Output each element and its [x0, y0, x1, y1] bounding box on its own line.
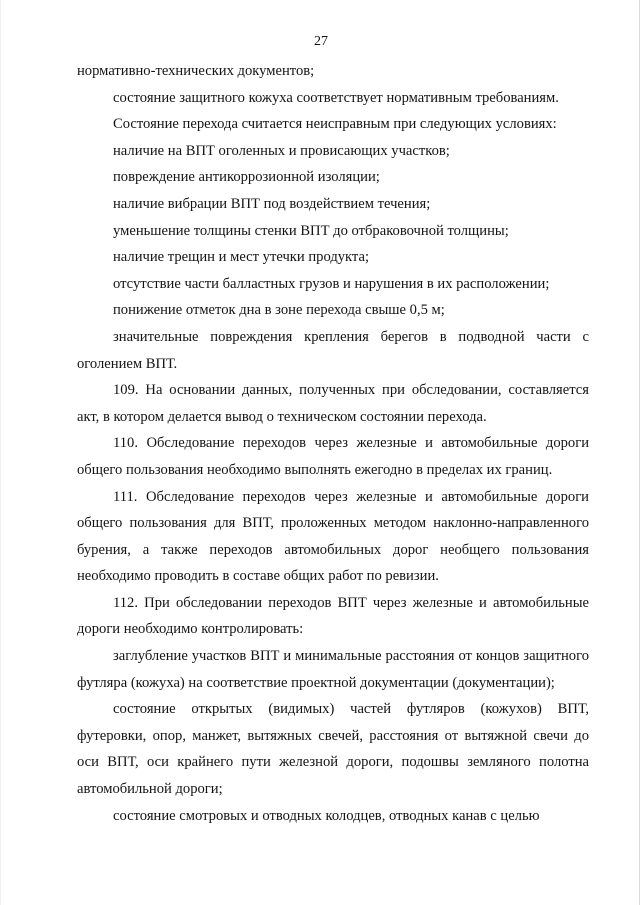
list-item: наличие на ВПТ оголенных и провисающих участков; [113, 142, 450, 159]
list-item: отсутствие части балластных грузов и нарушения в их расположении; [113, 275, 550, 292]
list-item: состояние смотровых и отводных колодцев, отводных канав с целью [113, 807, 540, 824]
list-item: понижение отметок дна в зоне перехода свыше 0,5 м; [113, 302, 445, 319]
list-item: заглубление участков ВПТ и минимальные расстояния от концов защитного футляра (кожуха) на соответствие проектной документации (документации); [77, 648, 589, 691]
list-item: уменьшение толщины стенки ВПТ до отбраковочной толщины; [113, 222, 509, 239]
body-text [77, 58, 589, 829]
list-item: наличие трещин и мест утечки продукта; [113, 249, 370, 266]
list-item: значительные повреждения крепления берегов в подводной части с оголением ВПТ. [77, 328, 589, 372]
paragraph-110: 110. Обследование переходов через железные и автомобильные дороги общего пользования необходимо выполнять ежегодно в пределах их границ. [77, 435, 589, 478]
paragraph-109: 109. На основании данных, полученных при обследовании, составляется акт, в котором делается вывод о техническом состоянии перехода. [77, 382, 589, 425]
list-item: повреждение антикоррозионной изоляции; [113, 169, 380, 186]
paragraph-continuation: нормативно-технических документов; [77, 63, 315, 79]
list-item: состояние открытых (видимых) частей футляров (кожухов) ВПТ, футеровки, опор, манжет, вытяжных свечей, расстояния от вытяжной свечи до оси ВПТ, оси крайнего пути железной дороги, подошвы земляного полотна автомобильной дороги; [77, 701, 589, 798]
paragraph-111: 111. Обследование переходов через железные и автомобильные дороги общего пользования для ВПТ, проложенных методом наклонно-направленного бурения, а также переходов автомобильных дорог необщего пользования необходимо проводить в составе общих работ по ревизии. [77, 488, 589, 585]
paragraph: состояние защитного кожуха соответствует нормативным требованиям. [113, 89, 559, 106]
paragraph: Состояние перехода считается неисправным при следующих условиях: [113, 116, 557, 133]
paragraph-112: 112. При обследовании переходов ВПТ через железные и автомобильные дороги необходимо контролировать: [77, 594, 589, 638]
page-number: 27 [314, 34, 328, 49]
list-item: наличие вибрации ВПТ под воздействием течения; [113, 195, 431, 212]
